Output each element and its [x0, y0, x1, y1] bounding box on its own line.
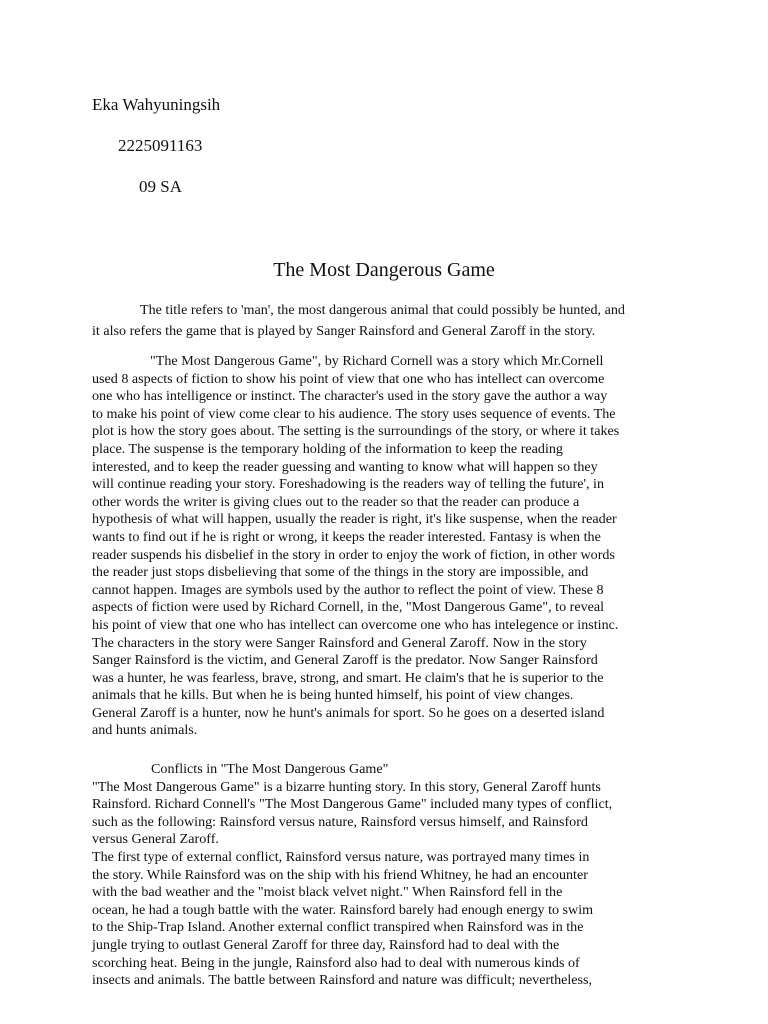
- paragraph-line: versus General Zaroff.: [92, 831, 219, 848]
- paragraph-line: Rainsford. Richard Connell's "The Most Dangerous Game" included many types of conflict,: [92, 796, 613, 813]
- paragraph-line: The first type of external conflict, Rainsford versus nature, was portrayed many times in: [92, 848, 590, 865]
- conflicts-section: [92, 761, 692, 990]
- paragraph-line: used 8 aspects of fiction to show his point of view that one who has intellect can overcome: [92, 370, 605, 387]
- paragraph-line: The title refers to 'man', the most dangerous animal that could possibly be hunted, and: [140, 302, 625, 318]
- paragraph-line: cannot happen. Images are symbols used by the author to reflect the point of view. These 8: [92, 581, 604, 598]
- paragraph-line: "The Most Dangerous Game", by Richard Cornell was a story which Mr.Cornell: [150, 353, 604, 369]
- paragraph-line: and hunts animals.: [92, 722, 198, 739]
- paragraph-line: to make his point of view come clear to his audience. The story uses sequence of events. The: [92, 405, 616, 422]
- paragraph-line: such as the following: Rainsford versus nature, Rainsford versus himself, and Rainsford: [92, 813, 588, 830]
- paragraph-line: one who has intelligence or instinct. The character's used in the story gave the author a way: [92, 388, 608, 405]
- paragraph-line: animals that he kills. But when he is being hunted himself, his point of view changes.: [92, 687, 574, 704]
- paragraph-line: hypothesis of what will happen, usually the reader is right, it's like suspense, when the reader: [92, 511, 617, 528]
- document-title: The Most Dangerous Game: [273, 259, 495, 281]
- paragraph-line: interested, and to keep the reader guessing and wanting to know what will happen so they: [92, 458, 598, 475]
- section-heading: Conflicts in "The Most Dangerous Game": [151, 761, 389, 777]
- paragraph-line: plot is how the story goes about. The setting is the surroundings of the story, or where it takes: [92, 423, 620, 440]
- paragraph-line: scorching heat. Being in the jungle, Rainsford also had to deal with numerous kinds of: [92, 954, 580, 971]
- paragraph-line: to the Ship-Trap Island. Another external conflict transpired when Rainsford was in the: [92, 919, 584, 936]
- paragraph-line: his point of view that one who has intellect can overcome one who has intelegence or instinc.: [92, 616, 619, 633]
- author-name: Eka Wahyuningsih: [92, 95, 221, 114]
- analysis-paragraph: [92, 353, 692, 740]
- paragraph-line: jungle trying to outlast General Zaroff for three day, Rainsford had to deal with the: [92, 936, 560, 953]
- paragraph-line: the reader just stops disbelieving that some of the things in the story are impossible, and: [92, 564, 589, 581]
- paragraph-line: wants to find out if he is right or wrong, it keeps the reader interested. Fantasy is when the: [92, 528, 601, 545]
- paragraph-line: insects and animals. The battle between Rainsford and nature was difficult; nevertheless,: [92, 972, 593, 989]
- paragraph-line: General Zaroff is a hunter, now he hunt's animals for sport. So he goes on a deserted island: [92, 704, 605, 721]
- paragraph-line: was a hunter, he was fearless, brave, strong, and smart. He claim's that he is superior to the: [92, 669, 604, 686]
- paragraph-line: reader suspends his disbelief in the story in order to enjoy the work of fiction, in other words: [92, 546, 615, 563]
- class-code: 09 SA: [139, 177, 182, 196]
- paragraph-line: ocean, he had a tough battle with the water. Rainsford barely had enough energy to swim: [92, 901, 594, 918]
- paragraph-line: The characters in the story were Sanger Rainsford and General Zaroff. Now in the story: [92, 634, 587, 651]
- paragraph-line: aspects of fiction were used by Richard Cornell, in the, "Most Dangerous Game", to reveal: [92, 599, 605, 616]
- paragraph-line: other words the writer is giving clues out to the reader so that the reader can produce a: [92, 493, 580, 510]
- paragraph-line: "The Most Dangerous Game" is a bizarre hunting story. In this story, General Zaroff hunts: [92, 778, 601, 795]
- intro-paragraph: [92, 300, 692, 342]
- paragraph-line: with the bad weather and the "moist black velvet night." When Rainsford fell in the: [92, 884, 563, 901]
- paragraph-line: will continue reading your story. Foreshadowing is the readers way of telling the future', in: [92, 476, 605, 493]
- paragraph-line: Sanger Rainsford is the victim, and General Zaroff is the predator. Now Sanger Rainsford: [92, 652, 598, 669]
- paragraph-line: it also refers the game that is played by Sanger Rainsford and General Zaroff in the story.: [92, 323, 596, 339]
- paragraph-line: the story. While Rainsford was on the ship with his friend Whitney, he had an encounter: [92, 866, 588, 883]
- student-id: 2225091163: [118, 136, 203, 155]
- paragraph-line: place. The suspense is the temporary holding of the information to keep the reading: [92, 440, 563, 457]
